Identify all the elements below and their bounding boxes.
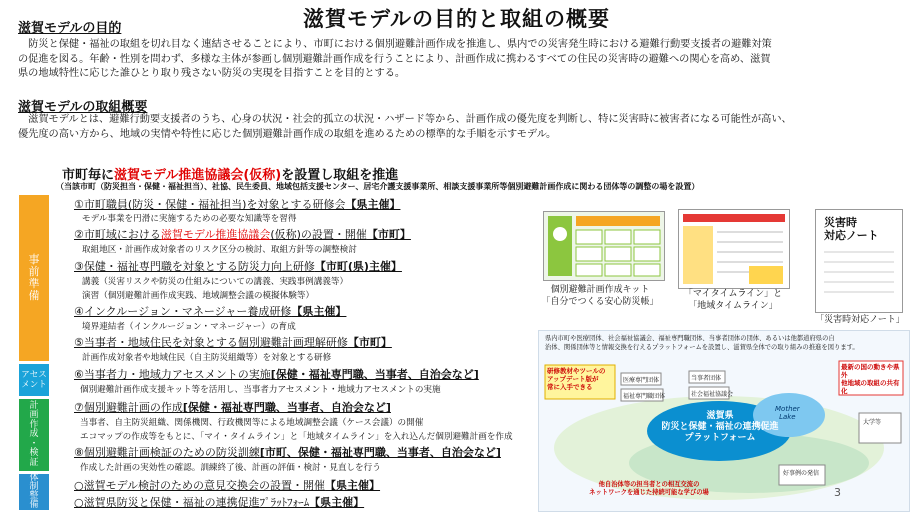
platform-center: 滋賀県 防災と保健・福祉の連携促進 プラットフォーム [661, 411, 779, 443]
step-2-detail: 取組地区・計画作成対象者のリスク区分の検討、取組方針等の調整検討 [82, 245, 357, 255]
step-1-detail: モデル事業を円滑に実施するための必要な知識等を習得 [82, 214, 297, 224]
phase-bar-preparation: 事 前 準 備 [19, 195, 49, 361]
overview-line: 滋賀モデルとは、避難行動要支援者のうち、心身の状況・社会的孤立の状況・ハザード等から、計画作成の優先度を判断し、特に災害時に被害者になる可能性が高い、 [18, 114, 792, 125]
platform-right-note: 最新の国の動きや県外 他地域の取組の共有化 [841, 363, 900, 395]
org-party: 当事者団体 [691, 375, 722, 382]
step-3-detail-lecture: 講義（災害リスクや防災の仕組みについての講義、実践事例講義等） [82, 277, 349, 287]
overview-line: 優先度の高い方から、地域の実情や特性に応じた個別避難計画作成の取組を進めるための標準的な手順を示すモデル。 [18, 128, 557, 140]
kit-caption: 個別避難計画作成キット 「自分でつくる安心防災帳」 [541, 285, 659, 307]
platform-diagram [538, 330, 910, 512]
org-good-practice: 好事例の発信 [783, 470, 820, 477]
purpose-line: 県の地域特性に応じた誰ひとり取り残さない防災の実現を目指すことを目的とする。 [18, 68, 406, 79]
platform-bottom-note: 他自治体等の担当者との相互交流の ネットワークを通じた持続可能な学びの場 [589, 481, 709, 496]
mother-lake-label: Mother Lake [775, 405, 800, 421]
notebook-caption: 「災害時対応ノート」 [815, 315, 905, 325]
step-1: ①市町職員(防災・保健・福祉担当)を対象とする研修会【県主催】 [74, 198, 401, 211]
kit-illustration-icon [544, 212, 664, 280]
timeline-image [678, 209, 790, 289]
council-post: を設置し取組を推進 [281, 168, 399, 183]
purpose-line: 防災と保健・福祉の取組を切れ目なく連結させることにより、市町における個別避難計画作成を推進し、県内での災害発生時における避難行動要支援者の避難対策 [18, 39, 772, 50]
step-7-detail-meeting: 当事者、自主防災組織、関係機関、行政機関等による地域調整会議（ケース会議）の開催 [80, 418, 424, 428]
step-6-detail: 個別避難計画作成支援キット等を活用し、当事者力アセスメント・地域力アセスメントの実施 [80, 385, 441, 395]
step-5: ⑤当事者・地域住民を対象とする個別避難計画理解研修【市町】 [74, 336, 392, 349]
step-3-detail-exercise: 演習（個別避難計画作成実践、地域調整会議の模擬体験等） [82, 291, 315, 301]
notebook-image [815, 209, 903, 313]
step-7: ⑦個別避難計画の作成[保健・福祉専門職、当事者、自治会など] [74, 401, 391, 414]
platform-left-note: 研修教材やツールの アップデート版が 常に入手できる [547, 367, 606, 391]
step-3: ③保健・福祉専門職を対象とする防災力向上研修【市町(県)主催】 [74, 260, 402, 273]
notebook-lines-icon [816, 242, 902, 312]
purpose-line: の促進を図る。年齢・性別を問わず、多様な主体が参画し個別避難計画作成を行うことにより、計画作成に携わるすべての住民の災害時の避難への関心を高め、滋賀 [18, 53, 771, 65]
step-6: ⑥当事者力・地域力アセスメントの実施[保健・福祉専門職、当事者、自治会など] [74, 368, 479, 381]
system-item-platform: ○滋賀県防災と保健・福祉の連携促進ﾌﾟﾗｯﾄﾌｫｰﾑ【県主催】 [74, 496, 365, 509]
overview-heading: 滋賀モデルの取組概要 [18, 100, 148, 115]
council-pre: 市町毎に [62, 168, 115, 183]
platform-intro: 県内市町や医療団体、社会福祉協議会、福祉専門職団体、当事者団体の団体、あるいは他都道府県の自 治体、関係団体等と情報交換を行えるプラットフォームを設置し、滋賀県全体での取り組みの推進を図ります。 [545, 335, 859, 351]
step-4-detail: 境界連結者（インクルージョン・マネージャー）の育成 [82, 322, 296, 332]
page-number: 3 [834, 486, 841, 499]
phase-bar-planning: 計 画 作 成 ・ 検 証 [19, 399, 49, 471]
step-5-detail: 計画作成対象者や地域住民（自主防災組織等）を対象とする研修 [82, 353, 332, 363]
system-item-exchange: ○滋賀モデル検討のための意見交換会の設置・開催【県主催】 [74, 479, 381, 492]
step-4: ④インクルージョン・マネージャー養成研修【県主催】 [74, 305, 347, 318]
kit-image [543, 211, 665, 281]
council-highlight: 滋賀モデル推進協議会(仮称) [114, 168, 282, 183]
org-medical: 医療専門団体 [623, 377, 660, 384]
org-council: 社会福祉協議会 [691, 391, 734, 398]
council-note: （当該市町（防災担当・保健・福祉担当）、社協、民生委員、地域包括支援センター、居宅介護支援事業所、相談支援事業所等個別避難計画作成に関わる団体等の調整の場を設置） [56, 182, 700, 191]
phase-bar-system: 体 制 整 備 [19, 474, 49, 510]
timeline-illustration-icon [679, 210, 789, 288]
notebook-title-line: 対応ノート [824, 229, 879, 242]
org-university: 大学等 [863, 419, 882, 426]
phase-bar-assessment: アセス メント [19, 364, 49, 396]
step-7-detail-ecomap: エコマップの作成等をもとに、「マイ・タイムライン」と「地域タイムライン」を入れ込んだ個別避難計画を作成 [80, 432, 513, 442]
purpose-text [18, 38, 908, 82]
step-8: ⑧個別避難計画検証のための防災訓練[市町、保健・福祉専門職、当事者、自治会など] [74, 446, 501, 459]
org-welfare: 福祉専門職団体 [623, 393, 666, 400]
step-2: ②市町域における滋賀モデル推進協議会(仮称)の設置・開催【市町】 [74, 228, 411, 241]
page-title: 滋賀モデルの目的と取組の概要 [303, 7, 610, 31]
step-8-detail: 作成した計画の実効性の確認。訓練終了後、計画の評価・検討・見直しを行う [80, 463, 381, 473]
overview-text [18, 113, 908, 142]
purpose-heading: 滋賀モデルの目的 [18, 21, 122, 36]
notebook-title-line: 災害時 [824, 216, 857, 229]
timeline-caption: 「マイタイムライン」と 「地域タイムライン」 [683, 289, 783, 311]
